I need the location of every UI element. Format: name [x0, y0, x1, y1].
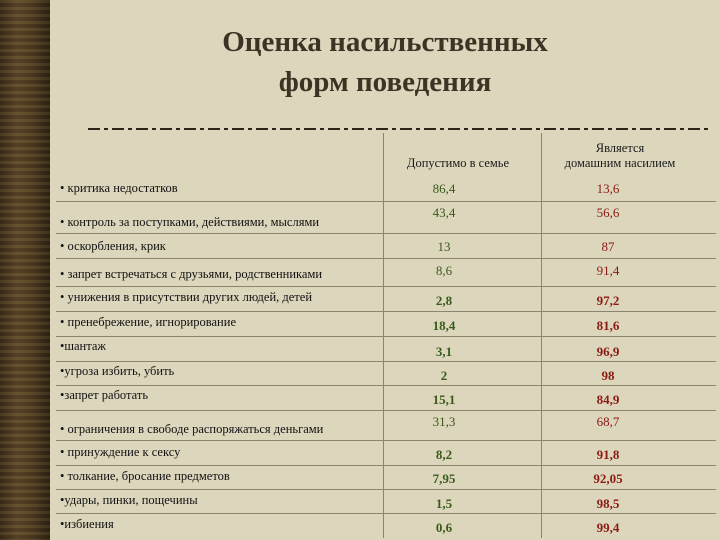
value-violence: 97,2 — [596, 293, 620, 308]
table-row — [56, 233, 716, 259]
column-header-allowed: Допустимо в семье — [406, 156, 510, 170]
row-label: • пренебрежение, игнорирование — [60, 315, 236, 329]
value-allowed: 1,5 — [435, 496, 453, 511]
row-label: • критика недостатков — [60, 181, 178, 195]
value-violence: 98,5 — [596, 496, 620, 511]
page-title — [50, 22, 720, 102]
column-header-violence-line1: Является — [595, 141, 645, 155]
table-row — [56, 385, 716, 411]
row-label: • контроль за поступками, действиями, мыслями — [60, 215, 320, 229]
value-violence: 96,9 — [596, 344, 620, 359]
table-row — [56, 176, 716, 201]
value-allowed: 8,6 — [435, 263, 453, 278]
title-line-1: Оценка насильственных — [222, 26, 548, 58]
table-row — [56, 201, 716, 234]
value-allowed: 15,1 — [432, 392, 456, 407]
column-header-violence — [540, 141, 700, 171]
value-violence: 68,7 — [596, 414, 620, 429]
table-row — [56, 336, 716, 362]
value-violence: 13,6 — [596, 181, 620, 196]
table-row — [56, 489, 716, 514]
table-row — [56, 410, 716, 441]
value-allowed: 0,6 — [435, 520, 453, 535]
row-label: •угроза избить, убить — [60, 364, 175, 378]
table-row — [56, 513, 716, 539]
row-label: • ограничения в свободе распоряжаться деньгами — [60, 422, 324, 436]
table-row — [56, 311, 716, 337]
value-allowed: 31,3 — [432, 414, 456, 429]
value-violence: 91,8 — [596, 447, 620, 462]
decorative-side-strip — [0, 0, 50, 540]
row-label: •избиения — [60, 517, 114, 531]
value-violence: 84,9 — [596, 392, 620, 407]
value-allowed: 43,4 — [432, 205, 456, 220]
value-violence: 91,4 — [596, 263, 620, 278]
table-row — [56, 440, 716, 466]
dashed-divider — [88, 128, 710, 130]
value-allowed: 18,4 — [432, 318, 456, 333]
value-violence: 92,05 — [593, 471, 623, 486]
value-allowed: 7,95 — [432, 471, 456, 486]
value-allowed: 13 — [437, 239, 451, 254]
row-label: • толкание, бросание предметов — [60, 469, 230, 483]
row-label: • унижения в присутствии других людей, детей — [60, 290, 313, 304]
row-label: •запрет работать — [60, 388, 149, 402]
table-row — [56, 258, 716, 287]
value-violence: 87 — [601, 239, 615, 254]
row-label: • принуждение к сексу — [60, 445, 181, 459]
row-label: • оскорбления, крик — [60, 239, 166, 253]
value-violence: 98 — [601, 368, 615, 383]
table-row — [56, 286, 716, 312]
value-allowed: 86,4 — [432, 181, 456, 196]
row-label: •удары, пинки, пощечины — [60, 493, 198, 507]
row-label: •шантаж — [60, 339, 107, 353]
table-row — [56, 465, 716, 490]
value-violence: 81,6 — [596, 318, 620, 333]
value-violence: 99,4 — [596, 520, 620, 535]
value-allowed: 2 — [440, 368, 448, 383]
value-allowed: 8,2 — [435, 447, 453, 462]
value-violence: 56,6 — [596, 205, 620, 220]
value-allowed: 3,1 — [435, 344, 453, 359]
table-row — [56, 361, 716, 386]
value-allowed: 2,8 — [435, 293, 453, 308]
column-header-violence-line2: домашним насилием — [564, 156, 676, 170]
title-line-2: форм поведения — [278, 66, 492, 98]
row-label: • запрет встречаться с друзьями, родственниками — [60, 267, 323, 281]
